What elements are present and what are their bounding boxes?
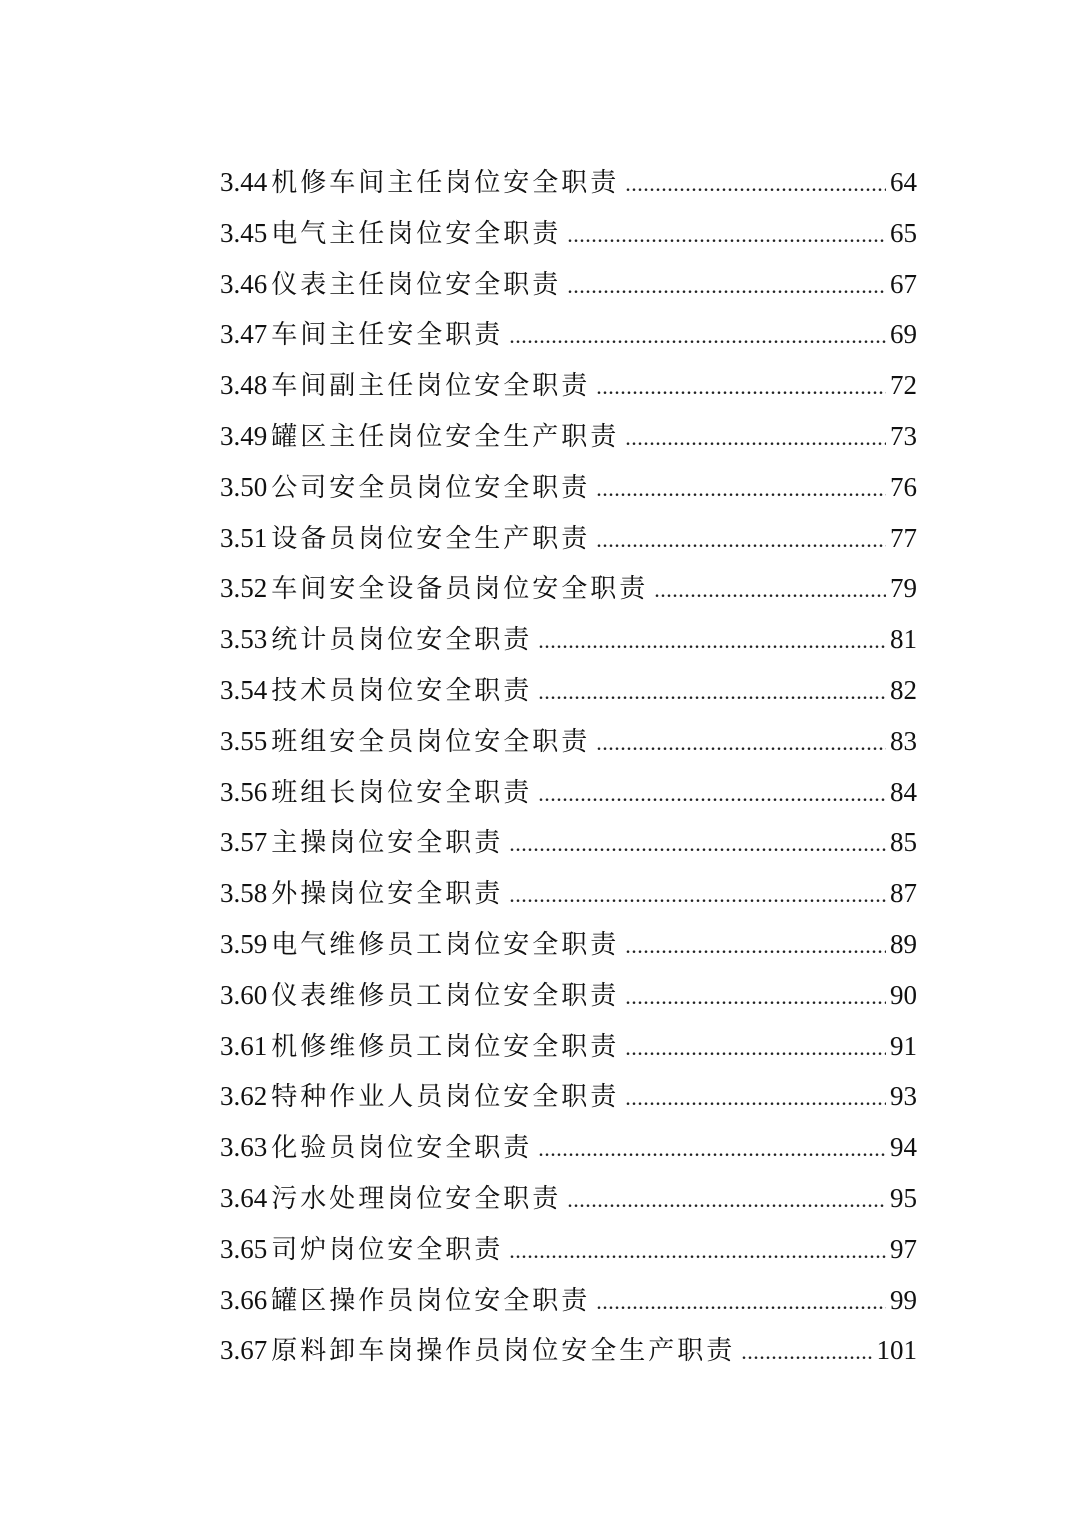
toc-entry-title: 统计员岗位安全职责	[271, 625, 533, 656]
toc-dot-leader	[654, 565, 886, 616]
toc-dot-leader	[625, 159, 886, 210]
toc-dot-leader	[596, 515, 886, 566]
toc-entry-title: 机修车间主任岗位安全职责	[271, 168, 620, 198]
toc-entry-number: 3.46	[220, 268, 268, 299]
toc-entry-title: 化验员岗位安全职责	[271, 1133, 533, 1164]
toc-entry-title: 车间主任安全职责	[271, 320, 504, 351]
toc-entry-title: 设备员岗位安全生产职责	[271, 523, 591, 554]
toc-entry-page: 73	[890, 420, 917, 451]
toc-entry-page: 85	[890, 827, 917, 858]
toc-dot-leader	[509, 870, 886, 921]
toc-entry-number: 3.62	[220, 1081, 268, 1112]
toc-dot-leader	[509, 311, 886, 362]
toc-dot-leader	[596, 718, 886, 769]
toc-entry[interactable]	[220, 1021, 917, 1072]
toc-entry-number: 3.48	[220, 370, 268, 401]
toc-entry-number: 3.56	[220, 776, 268, 807]
toc-entry-number: 3.65	[220, 1233, 268, 1264]
toc-entry[interactable]	[220, 411, 917, 462]
toc-entry-number: 3.57	[220, 827, 268, 858]
toc-entry-page: 82	[890, 674, 917, 705]
toc-entry[interactable]	[220, 614, 917, 665]
toc-entry[interactable]	[220, 462, 917, 513]
toc-entry-title: 车间安全设备员岗位安全职责	[271, 574, 649, 605]
toc-entry-title: 罐区操作员岗位安全职责	[271, 1285, 591, 1316]
toc-entry-number: 3.53	[220, 624, 268, 655]
toc-entry-page: 81	[890, 624, 917, 655]
toc-dot-leader	[538, 616, 886, 667]
toc-dot-leader	[538, 769, 886, 820]
toc-entry-title: 主操岗位安全职责	[271, 828, 504, 859]
toc-entry-page: 84	[890, 776, 917, 807]
toc-entry[interactable]	[220, 1224, 917, 1275]
toc-entry-title: 班组长岗位安全职责	[271, 777, 533, 808]
toc-entry-title: 车间副主任岗位安全职责	[271, 371, 591, 402]
toc-entry[interactable]	[220, 513, 917, 564]
toc-dot-leader	[567, 261, 886, 312]
toc-entry-number: 3.49	[220, 420, 268, 451]
toc-entry[interactable]	[220, 868, 917, 919]
toc-dot-leader	[625, 1073, 886, 1124]
toc-entry-title: 技术员岗位安全职责	[271, 675, 533, 706]
toc-entry[interactable]	[220, 1122, 917, 1173]
table-of-contents	[220, 157, 917, 1376]
toc-entry[interactable]	[220, 970, 917, 1021]
toc-dot-leader	[596, 464, 886, 515]
toc-entry-number: 3.58	[220, 878, 268, 909]
toc-entry-page: 93	[890, 1081, 917, 1112]
toc-entry-title: 特种作业人员岗位安全职责	[271, 1082, 620, 1113]
toc-entry-title: 电气维修员工岗位安全职责	[271, 929, 620, 960]
toc-entry-page: 83	[890, 725, 917, 756]
toc-entry-number: 3.60	[220, 979, 268, 1010]
toc-entry[interactable]	[220, 563, 917, 614]
toc-entry[interactable]	[220, 208, 917, 259]
toc-dot-leader	[509, 1226, 886, 1277]
toc-entry-number: 3.64	[220, 1182, 268, 1213]
toc-entry-number: 3.59	[220, 928, 268, 959]
toc-entry[interactable]	[220, 665, 917, 716]
toc-entry-page: 76	[890, 471, 917, 502]
toc-entry[interactable]	[220, 817, 917, 868]
toc-entry-number: 3.51	[220, 522, 268, 553]
toc-entry-title: 罐区主任岗位安全生产职责	[271, 421, 620, 452]
toc-dot-leader	[538, 1124, 886, 1175]
toc-dot-leader	[596, 362, 886, 413]
toc-dot-leader	[538, 667, 886, 718]
toc-entry-number: 3.44	[220, 167, 268, 197]
toc-entry-page: 101	[876, 1335, 917, 1366]
toc-entry-page: 79	[890, 573, 917, 604]
toc-entry-title: 污水处理岗位安全职责	[271, 1183, 562, 1214]
toc-entry-number: 3.54	[220, 674, 268, 705]
toc-dot-leader	[567, 1175, 886, 1226]
toc-entry-page: 91	[890, 1030, 917, 1061]
toc-entry[interactable]	[220, 259, 917, 310]
toc-dot-leader	[596, 1277, 886, 1328]
toc-entry-number: 3.47	[220, 319, 268, 350]
toc-entry-number: 3.55	[220, 725, 268, 756]
toc-dot-leader	[625, 1023, 886, 1074]
toc-entry[interactable]	[220, 1325, 917, 1376]
toc-entry-page: 72	[890, 370, 917, 401]
toc-dot-leader	[741, 1327, 872, 1378]
toc-entry-page: 90	[890, 979, 917, 1010]
toc-entry-number: 3.67	[220, 1335, 268, 1366]
toc-entry-page: 65	[890, 217, 917, 248]
toc-entry-page: 99	[890, 1284, 917, 1315]
toc-dot-leader	[625, 413, 886, 464]
toc-entry[interactable]	[220, 1173, 917, 1224]
toc-entry-number: 3.66	[220, 1284, 268, 1315]
toc-entry-page: 94	[890, 1132, 917, 1163]
toc-entry-title: 原料卸车岗操作员岗位安全生产职责	[271, 1336, 736, 1367]
toc-entry-title: 机修维修员工岗位安全职责	[271, 1031, 620, 1062]
toc-entry-page: 67	[890, 268, 917, 299]
toc-entry-page: 69	[890, 319, 917, 350]
toc-entry[interactable]	[220, 1275, 917, 1326]
toc-entry[interactable]	[220, 919, 917, 970]
toc-entry-number: 3.61	[220, 1030, 268, 1061]
toc-dot-leader	[625, 972, 886, 1023]
toc-entry-title: 外操岗位安全职责	[271, 879, 504, 910]
toc-dot-leader	[625, 921, 886, 972]
toc-entry[interactable]	[220, 360, 917, 411]
toc-entry-page: 77	[890, 522, 917, 553]
toc-entry-number: 3.52	[220, 573, 268, 604]
toc-entry-page: 95	[890, 1182, 917, 1213]
toc-entry-page: 97	[890, 1233, 917, 1264]
toc-dot-leader	[567, 210, 886, 261]
toc-entry[interactable]	[220, 1071, 917, 1122]
toc-entry-number: 3.63	[220, 1132, 268, 1163]
toc-entry-title: 班组安全员岗位安全职责	[271, 726, 591, 757]
toc-entry-title: 司炉岗位安全职责	[271, 1234, 504, 1265]
toc-entry-title: 电气主任岗位安全职责	[271, 218, 562, 249]
toc-dot-leader	[509, 819, 886, 870]
toc-entry-title: 仪表主任岗位安全职责	[271, 269, 562, 300]
toc-entry-title: 公司安全员岗位安全职责	[271, 472, 591, 503]
toc-entry-page: 87	[890, 878, 917, 909]
toc-entry[interactable]	[220, 309, 917, 360]
toc-entry-title: 仪表维修员工岗位安全职责	[271, 980, 620, 1011]
toc-entry[interactable]	[220, 767, 917, 818]
toc-entry-page: 64	[890, 167, 917, 197]
toc-entry[interactable]	[220, 716, 917, 767]
toc-entry-number: 3.50	[220, 471, 268, 502]
toc-entry-number: 3.45	[220, 217, 268, 248]
toc-entry-page: 89	[890, 928, 917, 959]
toc-entry[interactable]	[220, 157, 917, 208]
